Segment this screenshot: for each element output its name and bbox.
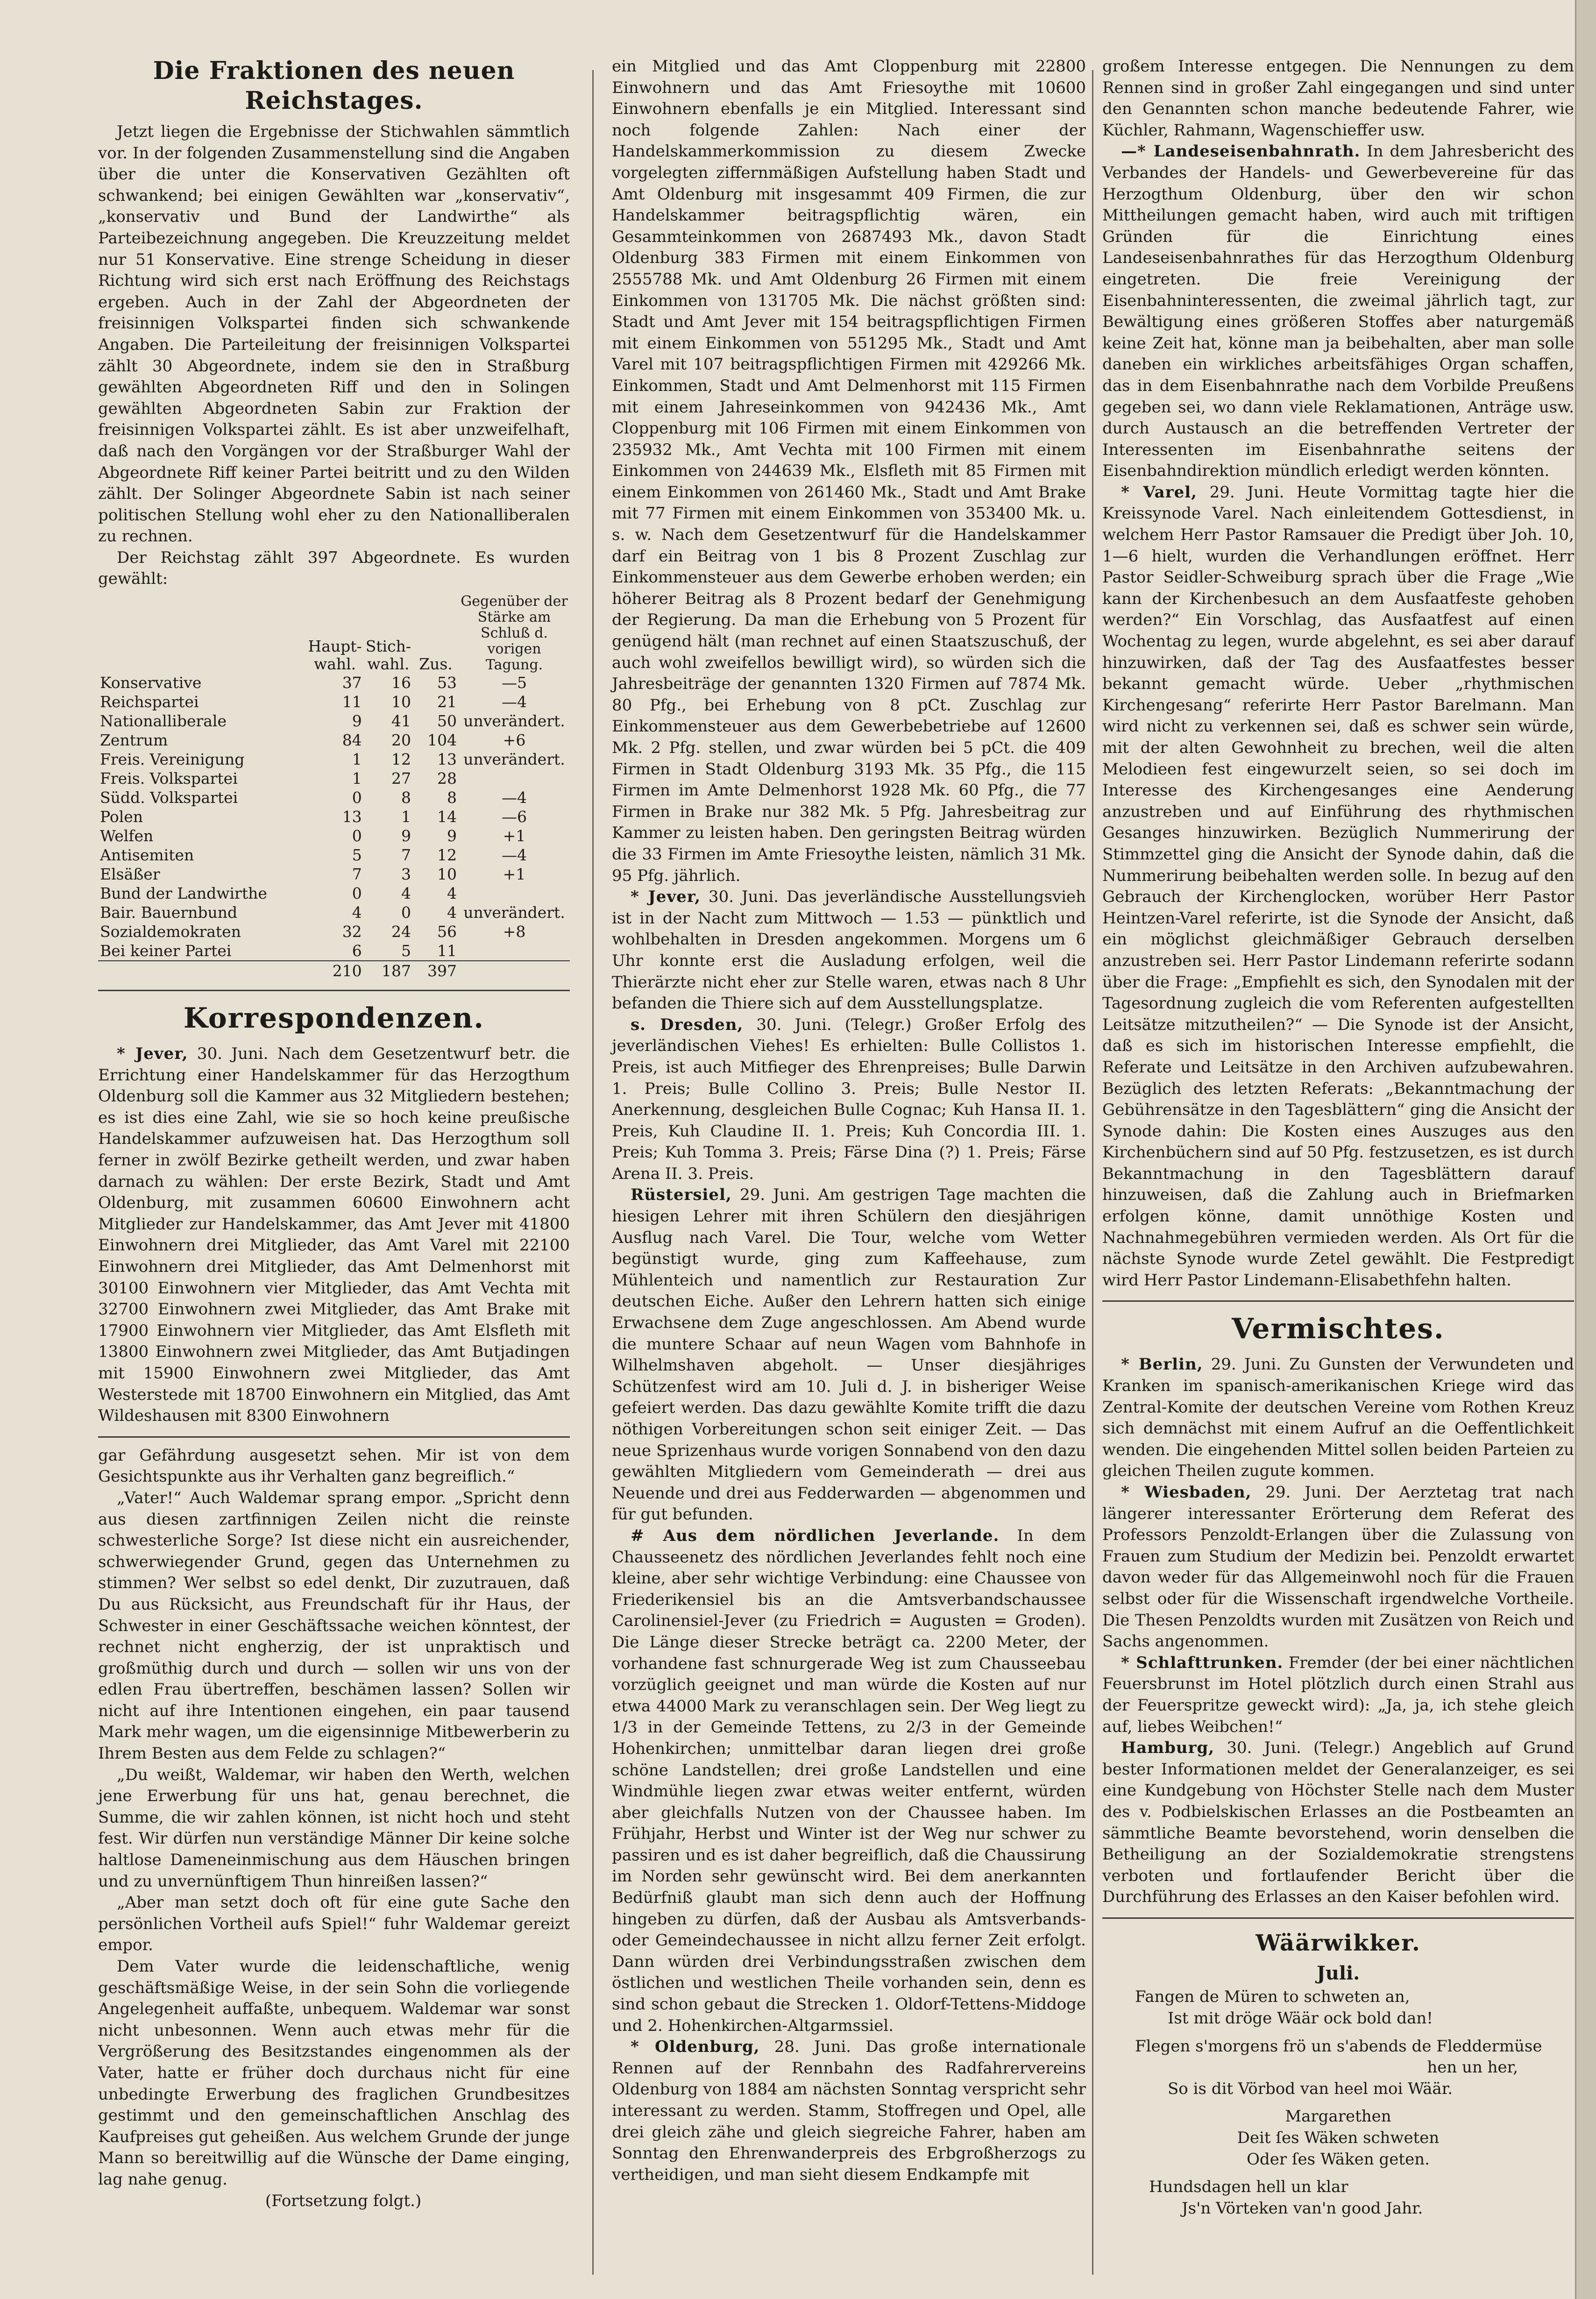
article-text: 28. Juni. Das große internationale Rennen auf der Rennbahn des Radfahrervereins Oldenburg von 1884 am nächsten Sonntag verspricht sehr interessant zu werden. Stamm, Stoffregen und Opel, alle drei gleich zähe und gleich siegreiche Fahrer, haben am Sonntag den Ehrenwanderpreis des Erbgroßherzogs zu vertheidigen, und man sieht diesem Endkampfe mit: [612, 2037, 1086, 2184]
table-cell: 56: [437, 922, 457, 941]
article-landeseisenbahnrath: [1102, 141, 1574, 482]
table-header: Stich-wahl.: [365, 637, 411, 674]
table-cell: Konservative: [100, 674, 202, 692]
table-cell: 50: [437, 712, 457, 731]
article-varel: [1102, 482, 1574, 1291]
table-cell: 8: [447, 788, 457, 807]
table-cell: 0: [352, 827, 362, 845]
table-body: [98, 673, 570, 961]
article-text: ein Mitglied und das Amt Cloppenburg mit 22800 Einwohnern und das Amt Friesoythe mit 10600 Einwohnern ebenfalls je ein Mitglied. Interessant sind noch folgende Zahlen: Nach einer der Handelskammerkommission zu diesem Zwecke vorgelegten ziffernmäßigen Aufstellung haben Stadt und Amt Oldenburg mit insgesammt 409 Firmen, die zur Handelskammer beitragspflichtig wären, ein Gesammteinkommen von 2687493 Mk., davon Stadt Oldenburg 383 Firmen mit einem Einkommen von 2555788 Mk. und Amt Oldenburg 26 Firmen mit einem Einkommen von 131705 Mk. Die nächst größten sind: Stadt und Amt Jever mit 154 beitragspflichtigen Firmen mit einem Einkommen von 551295 Mk., Stadt und Amt Varel mit 107 beitragspflichtigen Firmen mit 429266 Mk. Einkommen, Stadt und Amt Delmenhorst mit 115 Firmen mit einem Jahreseinkommen von 942436 Mk., Amt Cloppenburg mit 106 Firmen mit einem Einkommen von 235932 Mk., Amt Vechta mit 100 Firmen mit einem Einkommen von 244639 Mk., Elsfleth mit 85 Firmen mit einem Einkommen von 261460 Mk., Stadt und Amt Brake mit 77 Firmen mit einem Einkommen von 353400 Mk. u. s. w. Nach dem Gesetzentwurf für die Handelskammer darf ein Beitrag von 1 bis 8 Prozent Zuschlag zur Einkommensteuer aus dem Gewerbe erhoben werden; ein höherer Beitrag als 8 Prozent bedarf der Genehmigung der Regierung. Da man die Erhebung von 5 Prozent für genügend hält (man rechnet auf einen Staatszuschuß, der auch wohl zweifellos bewilligt wird), so würden sich die Jahresbeiträge der genannten 1320 Firmen auf 7874 Mk. 80 Pfg., bei Erhebung von 8 pCt. Zuschlag zur Einkommensteuer aus dem Gewerbebetriebe auf 12600 Mk. 2 Pfg. stellen, und zwar würden bei 5 pCt. die 409 Firmen in Stadt Oldenburg 3193 Mk. 35 Pfg., die 115 Firmen im Amte Delmenhorst 1928 Mk. 60 Pfg., die 77 Firmen in Brake nur 382 Mk. 5 Pfg. Jahresbeitrag zur Kammer zu leisten haben. Den geringsten Beitrag würden die 33 Firmen im Amte Friesoythe leisten, nämlich 31 Mk. 95 Pfg. jährlich.: [612, 57, 1086, 885]
table-intro: Der Reichstag zählt 397 Abgeordnete. Es wurden gewählt:: [98, 548, 570, 589]
table-cell: unverändert.: [463, 712, 565, 731]
column-1: [98, 56, 570, 2212]
article-text: In dem Chausseenetz des nördlichen Jeverlandes fehlt noch eine kleine, aber sehr wichtige Verbindung: eine Chaussee von Friederikensiel bis an die Amtsverbandschaussee Carolinensiel-Jever (zu Friedrich = Augusten = Groden). Die Länge dieser Strecke beträgt ca. 2200 Meter, der vorhandene fast schnurgerade Weg ist zum Chausseebau vorzüglich geeignet und man würde die Kosten auf nur etwa 44000 Mark zu veranschlagen sein. Der Weg liegt zu 1/3 in der Gemeinde Tettens, zu 2/3 in der Gemeinde Hohenkirchen; unmittelbar daran liegen drei große schöne Landstellen; drei große Landstellen und eine Windmühle liegen zwar etwas weiter entfernt, würden aber gleichfalls Nutzen von der Chaussee haben. Im Frühjahr, Herbst und Winter ist der Weg nur schwer zu passiren und es ist daher begreiflich, daß die Chaussirung im Norden sehr gewünscht wird. Bei dem anerkannten Bedürfniß glaubt man sich denn auch der Hoffnung hingeben zu dürfen, daß der Ausbau als Amtsverbands- oder Gemeindechaussee in nicht allzu ferner Zeit erfolgt. Dann würden drei Verbindungsstraßen zwischen dem östlichen und westlichen Theile vorhanden sein, denn es sind schon gebaut die Strecken 1. Oldorf-Tettens-Middoge und 2. Hohenkirchen-Altgarmssiel.: [612, 1526, 1086, 2035]
table-cell: 10: [437, 865, 457, 884]
table-cell: Antisemiten: [100, 846, 194, 865]
section-title-waarwikker: Wäärwikker.: [1256, 1930, 1421, 1956]
article-text: In dem Jahresbericht des Verbandes der Handels- und Gewerbevereine für das Herzogthum Oldenburg, über den wir schon Mittheilungen gemacht haben, wird auch mit triftigen Gründen für die Einrichtung eines Landeseisenbahnrathes für das Herzogthum Oldenburg eingetreten. Die freie Vereinigung der Eisenbahninteressenten, die zweimal jährlich tagt, zur Bewältigung eines größeren Stoffes aber naturgemäß keine Zeit hat, könne man ja beibehalten, aber man solle daneben ein wirkliches arbeitsfähiges Organ schaffen, das in dem Eisenbahnrathe nach dem Vorbilde Preußens gegeben sei, wo dann viele Reklamationen, Anträge usw. durch Austausch an die betreffenden Vertreter der Interessenten im Eisenbahnrathe seitens der Eisenbahndirektion mündlich erledigt werden könnten.: [1102, 142, 1574, 481]
dateline: * Oldenburg,: [631, 2037, 760, 2057]
column-rule: [1092, 70, 1093, 2275]
novel-text: „Du weißt, Waldemar, wir haben den Werth, welchen jene Erwerbung für uns hat, genau berechnet, die Summe, die wir zahlen können, ist nicht hoch und steht fest. Wir dürfen nun verständige Männer Dir keine solche haltlose Dameneinmischung aus dem Häuschen bringen und zu unvernünftigem Thun hinreißen lassen?“: [98, 1765, 570, 1891]
table-cell: 0: [352, 884, 362, 903]
poem: [1102, 1987, 1574, 2219]
table-cell: 6: [352, 942, 362, 960]
table-cell: Südd. Volkspartei: [100, 788, 238, 807]
table-header-row: [98, 594, 570, 673]
table-cell: Bei keiner Partei: [100, 942, 232, 960]
table-cell: 8: [401, 788, 411, 807]
dateline: —* Landeseisenbahnrath.: [1121, 142, 1361, 161]
dateline: * Varel,: [1121, 483, 1198, 502]
continuation-note: (Fortsetzung folgt.): [265, 2191, 422, 2210]
table-total-row: [98, 961, 570, 980]
table-cell: 27: [391, 769, 411, 788]
poem-line: Ist mit dröge Wäär ock bold dan!: [1168, 2009, 1433, 2028]
table-cell: 21: [437, 693, 457, 711]
dateline: * Jever,: [631, 887, 701, 907]
dateline: Rüstersiel,: [631, 1185, 732, 1205]
table-header: Zus.: [419, 655, 453, 674]
table-cell: —6: [502, 808, 527, 826]
table-cell: 187: [364, 961, 413, 980]
table-cell: 7: [401, 846, 411, 865]
article-berlin: [1102, 1354, 1574, 1482]
column-3: [1102, 56, 1574, 2219]
article-schlaftrunken: [1102, 1653, 1574, 1738]
article-oldenburg: [612, 2036, 1086, 2185]
table-cell: Zentrum: [100, 731, 168, 750]
table-cell: 9: [352, 712, 362, 731]
table-cell: Nationalliberale: [100, 712, 227, 731]
table-cell: 4: [401, 884, 411, 903]
article-text: 29. Juni. Am gestrigen Tage machten die hiesigen Lehrer mit ihren Schülern den diesjährigen Ausflug nach Varel. Die Tour, welche vom Wetter begünstigt wurde, ging zum Kaffeehause, zum Mühlenteich und namentlich zur Restauration Zur deutschen Eiche. Außer den Lehrern hatten sich einige Erwachsene dem Zuge angeschlossen. Am Abend wurde die muntere Schaar auf neun Wagen vom Bahnhofe in Wilhelmshaven abgeholt. — Unser diesjähriges Schützenfest wird am 10. Juli d. J. in bisheriger Weise gefeiert werden. Das dazu gewählte Komite trifft die dazu nöthigen Vorbereitungen schon seit einiger Zeit. — Das neue Sprizenhaus wurde vorigen Sonnabend von den dazu gewählten Mitgliedern vom Gemeinderath — drei aus Neuende und drei aus Fedderwarden — abgenommen und für gut befunden.: [612, 1185, 1086, 1524]
table-cell: 32: [342, 922, 362, 941]
article-text: großem Interesse entgegen. Die Nennungen zu dem Rennen sind in großer Zahl eingegangen und sind unter den Genannten schon manche bedeutende Fahrer, wie Küchler, Rahmann, Wagenschieffer usw.: [1102, 57, 1574, 140]
article-title-fraktionen: Die Fraktionen des neuen Reichstages.: [153, 57, 515, 115]
article-text: 29. Juni. Heute Vormittag tagte hier die Kreissynode Varel. Nach einleitendem Gottesdienst, in welchem Herr Pastor Ramsauer die Predigt über Joh. 10, 1—6 hielt, wurden die Verhandlungen eröffnet. Herr Pastor Seidler-Schweiburg sprach über die Frage „Wie kann der Kirchenbesuch an dem Ausfaatfeste gehoben werden?“ Ein Vorschlag, das Ausfaatfest auf einen Wochentag zu legen, wurde abgelehnt, es sei aber darauf hinzuwirken, daß der Tag des Ausfaatfestes besser bekannt gemacht würde. Ueber „rhythmischen Kirchengesang“ referirte Herr Pastor Barelmann. Man wird nicht zu verkennen sei, daß es schwer sein würde, mit der alten Gewohnheit zu brechen, weil die alten Melodieen fest eingewurzelt seien, so sei doch im Interesse des Kirchengesanges eine Aenderung anzustreben und auf Einführung des rhythmischen Gesanges hinzuwirken. Bezüglich Nummerirung der Stimmzettel ging die Ansicht der Synode dahin, daß die Nummerirung beibehalten werden solle. In bezug auf den Gebrauch der Kirchenglocken, worüber Herr Pastor Heintzen-Varel referirte, ist die Synode der Ansicht, daß ein möglichst gleichmäßiger Gebrauch derselben anzustreben sei. Herr Pastor Lindemann referirte sodann über die Frage: „Empfiehlt es sich, den Synodalen mit der Tagesordnung zugleich die vom Referenten aufgestellten Leitsätze mitzutheilen?“ — Die Synode ist der Ansicht, daß es sich im historischen Interesse empfiehlt, die Referate und Leitsätze in den Archiven aufzubewahren. Bezüglich des letzten Referats: „Bekanntmachung der Gebührensätze in den Tagesblättern“ ging die Ansicht der Synode dahin: Die Kosten eines Auszuges aus den Kirchenbüchern sind auf 50 Pfg. festzusetzen, es ist durch Bekanntmachung in den Tagesblättern darauf hinzuweisen, daß die Zahlung auch in Briefmarken erfolgen könne, damit unnöthige Kosten und Nachnahmegebühren vermieden werden. Als Ort für die nächste Synode wurde Zetel gewählt. Die Festpredigt wird Herr Pastor Lindemann-Elisabethfehn halten.: [1102, 483, 1574, 1290]
table-cell: +1: [503, 865, 526, 884]
article-text: 30. Juni. (Telegr.) Angeblich auf Grund bester Informationen meldet der Generalanzeiger, es sei eine Kundgebung von Höchster Stelle nach dem Muster des v. Podbielskischen Erlasses an die Postbeamten an sämmtliche Beamte bevorstehend, worin denselben die Betheiligung an der Sozialdemokratie strengstens verboten und fortlaufender Bericht über die Durchführung des Erlasses an den Kaiser befohlen wird.: [1102, 1738, 1574, 1907]
table-cell: +6: [503, 731, 526, 750]
table-cell: [459, 769, 570, 788]
table-header: Haupt-wahl.: [308, 637, 362, 674]
article-text: 29. Juni. Der Aerztetag trat nach längerer interessanter Erörterung dem Referat des Professors Penzoldt-Erlangen über die Zulassung von Frauen zum Studium der Medizin bei. Penzoldt erwartet davon weder für das Allgemeinwohl noch für die Frauen selbst oder für die Wissenschaft irgendwelche Vortheile. Die Thesen Penzoldts wurden mit Zusätzen von Reich und Sachs angenommen.: [1102, 1483, 1574, 1651]
table-cell: 16: [391, 674, 411, 692]
table-cell: Freis. Vereinigung: [100, 750, 245, 769]
table-cell: 4: [352, 903, 362, 922]
article-text: 30. Juni. (Telegr.) Großer Erfolg des jeverländischen Viehes! Es erhielten: Bulle Collistos 1. Preis, ist auch Mitfieger des Ehrenpreises; Bulle Darwin 1. Preis; Bulle Collino 3. Preis; Bulle Nestor II. Anerkennung, desgleichen Bulle Cognac; Kuh Hansa II. 1. Preis, Kuh Claudine II. 1. Preis; Kuh Concordia III. 1. Preis; Kuh Tomma 3. Preis; Färse Dina (?) 1. Preis; Färse Arena II. 3. Preis.: [612, 1015, 1086, 1183]
table-cell: —4: [502, 788, 527, 807]
section-title-korrespondenzen: Korrespondenzen.: [183, 1002, 485, 1035]
table-cell: Elsäßer: [100, 865, 160, 884]
table-cell: 5: [401, 942, 411, 960]
table-cell: 7: [352, 865, 362, 884]
table-row: [98, 692, 570, 711]
section-title-vermischtes: Vermischtes.: [1232, 1313, 1445, 1346]
table-cell: 53: [437, 674, 457, 692]
table-row: [98, 903, 570, 922]
table-cell: [459, 941, 570, 961]
article-text: 30. Juni. Das jeverländische Ausstellungsvieh ist in der Nacht zum Mittwoch — 1.53 — pünktlich und wohlbehalten in Dresden angekommen. Morgens um 6 Uhr konnte erst die Ausladung erfolgen, weil die Thierärzte nicht eher zur Stelle waren, etwas nach 8 Uhr befanden die Thiere sich auf dem Ausstellungsplatze.: [612, 887, 1086, 1013]
novel-text: „Vater!“ Auch Waldemar sprang empor. „Spricht denn aus diesen zartfinnigen Zeilen nicht die reinste schwesterliche Sorge? Ist diese nicht ein ausreichender, schwerwiegender Grund, gegen das Unternehmen zu stimmen? Wer selbst so edel denkt, Dir zuzutrauen, daß Du aus Rücksicht, aus Freundschaft für ihr Haus, der Schwester in einer Geschäftssache weichen könntest, der rechnet nicht engherzig, der ist unpraktisch und großmüthig durch und durch — sollen wir uns von der edlen Frau übertreffen, beschämen lassen? Sollen wir nicht auf ihre Intentionen eingehen, ein paar tausend Mark mehr wagen, um die eigensinnige Mitbewerberin zu Ihrem Besten aus dem Felde zu schlagen?“: [98, 1488, 570, 1763]
table-cell: 11: [342, 693, 362, 711]
poem-line: Hundsdagen hell un klar: [1149, 2178, 1348, 2197]
article-hamburg: [1102, 1738, 1574, 1908]
table-cell: —4: [502, 846, 527, 865]
table-cell: 104: [427, 731, 457, 750]
table-row: [98, 807, 570, 826]
table-cell: Bair. Bauernbund: [100, 903, 238, 922]
divider: [1102, 1300, 1574, 1302]
table-row: [98, 826, 570, 845]
table-cell: 1: [401, 808, 411, 826]
table-cell: 9: [447, 827, 457, 845]
table-cell: 4: [447, 884, 457, 903]
table-row: [98, 750, 570, 769]
table-cell: 13: [437, 750, 457, 769]
dateline: * Wiesbaden,: [1121, 1483, 1252, 1502]
column-2: [612, 56, 1086, 2185]
table-cell: Sozialdemokraten: [100, 922, 241, 941]
table-cell: 1: [352, 750, 362, 769]
dateline: * Berlin,: [1121, 1355, 1203, 1374]
table-header: [98, 594, 306, 673]
poem-line: Oder ſes Wäken geten.: [1247, 2150, 1430, 2169]
table-cell: Welfen: [100, 827, 154, 845]
poem-line: Deit ſes Wäken schweten: [1237, 2129, 1440, 2148]
table-cell: +1: [503, 827, 526, 845]
table-cell: unverändert.: [463, 903, 565, 922]
adjacent-page-edge: [1575, 0, 1596, 2299]
dateline: * Jever,: [117, 1044, 188, 1064]
table-cell: 12: [437, 846, 457, 865]
table-row: [98, 941, 570, 961]
poem-line: So is dit Vörbod van heel moi Wäär.: [1168, 2079, 1453, 2098]
table-cell: 210: [306, 961, 363, 980]
column-rule: [592, 70, 594, 2275]
article-text: Fremder (der bei einer nächtlichen Feuersbrunst im Hotel plötzlich durch einen Strahl aus der Feuerspritze geweckt wird): „Ja, ja, ich stehe gleich auf, liebes Weibchen!“: [1102, 1653, 1574, 1736]
article-text: Jetzt liegen die Ergebnisse der Stichwahlen sämmtlich vor. In der folgenden Zusammenstellung sind die Angaben über die unter die Konservativen Gezählten oft schwankend; bei einigen Gewählten war „konservativ“, „konservativ und Bund der Landwirthe“ als Parteibezeichnung angegeben. Die Kreuzzeitung meldet nur 51 Konservative. Eine strenge Scheidung in dieser Richtung wird sich erst nach Eröffnung des Reichstags ergeben. Auch in der Zahl der Abgeordneten der freisinnigen Volkspartei finden sich schwankende Angaben. Die Parteileitung der freisinnigen Volkspartei zählt 30 Abgeordnete, indem sie den in Straßburg gewählten Abgeordneten Riff und den in Solingen gewählten Abgeordneten Sabin zur Fraktion der freisinnigen Volkspartei zählt. Es ist aber unzweifelhaft, daß nach den Vorgängen vor der Straßburger Wahl der Abgeordnete Riff keiner Partei beitritt und zu den Wilden zählt. Der Solinger Abgeordnete Sabin ist nach seiner politischen Stellung wohl eher zu den Nationalliberalen zu rechnen.: [98, 122, 570, 546]
article-text: 29. Juni. Zu Gunsten der Verwundeten und Kranken im spanisch-amerikanischen Kriege wird das Zentral-Komite der deutschen Vereine vom Rothen Kreuz sich demnächst mit einem Aufruf an die Oeffentlichkeit wenden. Die eingehenden Mittel sollen beiden Parteien zu gleichen Theilen zugute kommen.: [1102, 1355, 1574, 1481]
article-noerdliches-jeverland: [612, 1526, 1086, 2036]
poem-line: Fangen de Müren to schweten an,: [1135, 1987, 1410, 2007]
novel-text: „Aber man setzt doch oft für eine gute Sache den persönlichen Vortheil aufs Spiel!“ fuhr Waldemar gereizt empor.: [98, 1893, 570, 1955]
table-row: [98, 845, 570, 865]
election-results-table: [98, 594, 570, 980]
table-cell: 0: [352, 788, 362, 807]
divider: [98, 990, 570, 991]
article-dresden: [612, 1015, 1086, 1185]
table-cell: 0: [401, 903, 411, 922]
table-cell: 37: [342, 674, 362, 692]
divider: [1102, 1917, 1574, 1919]
table-row: [98, 865, 570, 884]
dateline: * Schlafttrunken.: [1121, 1653, 1284, 1672]
table-cell: Bund der Landwirthe: [100, 884, 267, 903]
table-cell: 12: [391, 750, 411, 769]
poem-line: Flegen s'morgens frö un s'abends de Fleddermüse: [1135, 2036, 1542, 2056]
divider: [98, 1436, 570, 1438]
table-cell: 84: [342, 731, 362, 750]
table-cell: 3: [401, 865, 411, 884]
poem-line: Margarethen: [1285, 2107, 1391, 2126]
article-jever-2: [612, 887, 1086, 1015]
table-cell: Reichspartei: [100, 693, 199, 711]
table-cell: 13: [342, 808, 362, 826]
table-header: Gegenüber der Stärke am Schluß d. vorigen Tagung.: [461, 593, 568, 674]
table-cell: 397: [413, 961, 459, 980]
table-cell: 1: [352, 769, 362, 788]
table-row: [98, 769, 570, 788]
dateline: Hamburg,: [1121, 1738, 1215, 1758]
table-row: [98, 922, 570, 941]
table-cell: —5: [502, 674, 527, 692]
table-row: [98, 711, 570, 731]
table-cell: 41: [391, 712, 411, 731]
dateline: s. Dresden,: [631, 1015, 744, 1034]
table-row: [98, 673, 570, 692]
table-cell: Polen: [100, 808, 143, 826]
table-row: [98, 731, 570, 750]
table-cell: 28: [437, 769, 457, 788]
dateline: # Aus dem nördlichen Jeverlande.: [631, 1526, 1000, 1545]
table-row: [98, 788, 570, 807]
table-cell: [459, 884, 570, 903]
table-cell: 5: [352, 846, 362, 865]
article-ruestersiel: [612, 1185, 1086, 1526]
article-wiesbaden: [1102, 1482, 1574, 1653]
table-cell: 14: [437, 808, 457, 826]
table-cell: 20: [391, 731, 411, 750]
table-cell: unverändert.: [463, 750, 565, 769]
poem-title: Juli.: [1316, 1962, 1360, 1984]
poem-line: hen un her,: [1427, 2058, 1518, 2077]
novel-text: gar Gefährdung ausgesetzt sehen. Mir ist von dem Gesichtspunkte aus ihr Verhalten ganz begreiflich.“: [98, 1446, 570, 1486]
table-cell: 24: [391, 922, 411, 941]
poem-line: Js'n Vörteken van'n good Jahr.: [1182, 2199, 1423, 2218]
table-cell: +8: [503, 922, 526, 941]
article-text: 30. Juni. Nach dem Gesetzentwurf betr. die Errichtung einer Handelskammer für das Herzogthum Oldenburg soll die Kammer aus 32 Mitgliedern bestehen; es ist dies eine Zahl, wie sie so hoch keine preußische Handelskammer aufzuweisen hat. Das Herzogthum soll ferner in zwölf Bezirke getheilt werden, und zwar haben darnach zu wählen: Der erste Bezirk, Stadt und Amt Oldenburg, mit zusammen 60600 Einwohnern acht Mitglieder zur Handelskammer, das Amt Jever mit 41800 Einwohnern drei Mitglieder, das Amt Varel mit 22100 Einwohnern drei Mitglieder, das Amt Delmenhorst mit 30100 Einwohnern vier Mitglieder, das Amt Vechta mit 32700 Einwohnern zwei Mitglieder, das Amt Brake mit 17900 Einwohnern vier Mitglieder, das Amt Elsfleth mit 13800 Einwohnern zwei Mitglieder, das Amt Butjadingen mit 15900 Einwohnern zwei Mitglieder, das Amt Westerstede mit 18700 Einwohnern ein Mitglied, das Amt Wildeshausen mit 8300 Einwohnern: [98, 1044, 570, 1426]
article-jever-1: [98, 1043, 570, 1427]
table-row: [98, 884, 570, 903]
table-cell: 11: [437, 942, 457, 960]
table-cell: 9: [401, 827, 411, 845]
novel-text: Dem Vater wurde die leidenschaftliche, wenig geschäftsmäßige Weise, in der sein Sohn die vorliegende Angelegenheit auffaßte, unbequem. Waldemar war sonst nicht unbesonnen. Wenn auch etwas mehr für die Vergrößerung des Besitzstandes eingenommen als der Vater, hatte er früher doch durchaus nicht für eine unbedingte Erwerbung des fraglichen Grundbesitzes gestimmt und den gemeinschaftlichen Anschlag des Kaufpreises gut geheißen. Aus welchem Grunde der junge Mann so bereitwillig auf die Wünsche der Dame einging, lag nahe genug.: [98, 1957, 570, 2189]
table-cell: —4: [502, 693, 527, 711]
table-cell: Freis. Volkspartei: [100, 769, 238, 788]
table-cell: 10: [391, 693, 411, 711]
table-cell: 4: [447, 903, 457, 922]
